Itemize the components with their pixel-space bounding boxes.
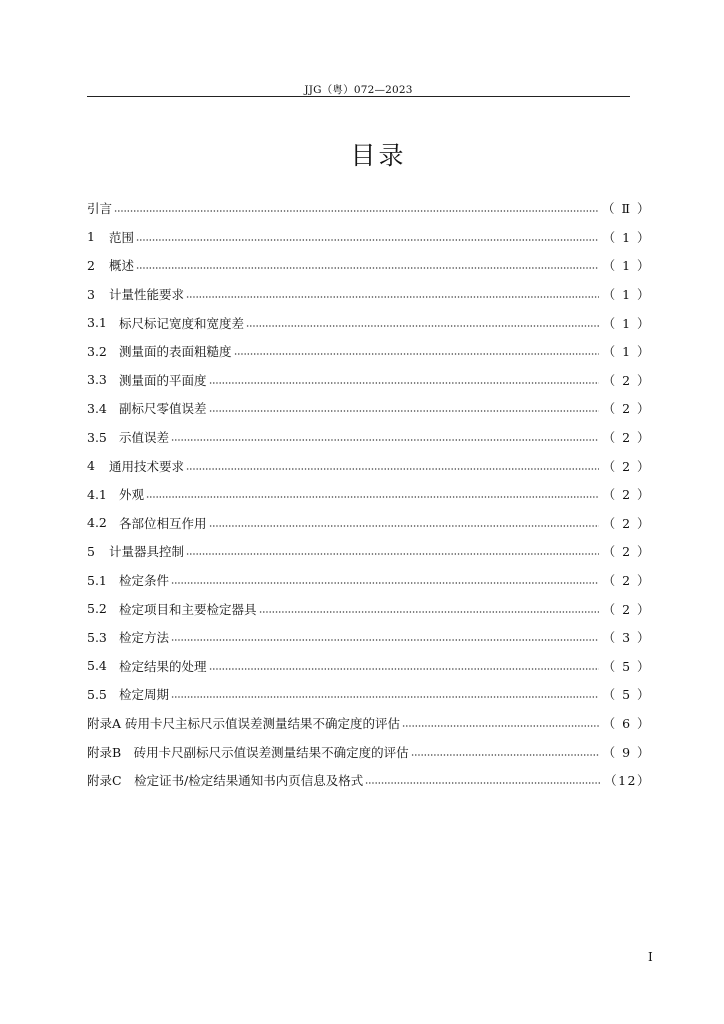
toc-entry-number: 3.1 [87, 315, 107, 331]
toc-dot-leader [171, 580, 599, 586]
toc-entry-label: 计量器具控制 [109, 544, 185, 560]
toc-entry[interactable] [87, 766, 651, 795]
toc-dot-leader [411, 752, 599, 758]
toc-entry-page: （ 1 ） [602, 229, 651, 245]
toc-entry-label: 引言 [87, 201, 113, 217]
toc-entry-number: 5.5 [87, 686, 107, 702]
toc-entry-number: 5.2 [87, 601, 107, 617]
toc-entry-page: （ 2 ） [602, 544, 651, 560]
toc-entry-number: 4.2 [87, 515, 107, 531]
toc-entry-number: 3.4 [87, 400, 107, 416]
toc-entry-page: （ 2 ） [602, 515, 651, 531]
toc-entry-page: （ Ⅱ ） [602, 201, 651, 217]
toc-dot-leader [259, 609, 599, 615]
toc-entry-page: （ 1 ） [602, 258, 651, 274]
toc-dot-leader [146, 494, 599, 500]
header-rule [87, 96, 630, 97]
toc-entry[interactable] [87, 709, 651, 738]
toc-entry-number: 5.3 [87, 629, 107, 645]
toc-entry-label: 副标尺零值误差 [119, 401, 207, 417]
toc-entry-page: （ 2 ） [602, 601, 651, 617]
toc-entry-label: 各部位相互作用 [119, 515, 207, 531]
toc-entry-label: 测量面的平面度 [119, 372, 207, 388]
toc-entry[interactable] [87, 194, 651, 223]
toc-entry-page: （ 1 ） [602, 287, 651, 303]
toc-entry[interactable] [87, 680, 651, 709]
toc-entry-label: 检定周期 [119, 687, 170, 703]
toc-entry-label: 附录C 检定证书/检定结果通知书内页信息及格式 [87, 773, 364, 789]
toc-entry-page: （12） [604, 773, 651, 789]
page-folio: I [648, 950, 653, 964]
running-header: JJG（粤）072—2023 [304, 84, 413, 96]
toc-dot-leader [136, 265, 599, 271]
toc-entry-label: 计量性能要求 [109, 287, 185, 303]
toc-entry-label: 外观 [119, 487, 145, 503]
toc-dot-leader [136, 237, 599, 243]
toc-dot-leader [209, 523, 599, 529]
toc-entry-label: 范围 [109, 229, 135, 245]
toc-entry[interactable] [87, 366, 651, 395]
toc-entry[interactable] [87, 337, 651, 366]
toc-entry[interactable] [87, 394, 651, 423]
toc-entry-number: 3 [87, 286, 95, 302]
toc-entry-number: 3.2 [87, 343, 107, 359]
toc-entry-label: 检定项目和主要检定器具 [119, 601, 257, 617]
toc-entry-label: 检定条件 [119, 573, 170, 589]
toc-entry-page: （ 3 ） [602, 630, 651, 646]
toc-dot-leader [114, 208, 598, 214]
toc-entry-label: 附录B 砖用卡尺副标尺示值误差测量结果不确定度的评估 [87, 744, 409, 760]
toc-dot-leader [209, 666, 599, 672]
toc-entry-page: （ 1 ） [602, 344, 651, 360]
toc-dot-leader [209, 408, 599, 414]
toc-entry[interactable] [87, 737, 651, 766]
toc-dot-leader [209, 380, 599, 386]
toc-entry-number: 4.1 [87, 486, 107, 502]
toc-entry[interactable] [87, 280, 651, 309]
toc-entry[interactable] [87, 566, 651, 595]
toc-entry-number: 3.5 [87, 429, 107, 445]
toc-entry-page: （ 2 ） [602, 372, 651, 388]
table-of-contents [87, 194, 651, 794]
toc-entry-page: （ 5 ） [602, 687, 651, 703]
toc-entry-page: （ 2 ） [602, 458, 651, 474]
toc-entry-label: 示值误差 [119, 430, 170, 446]
toc-entry-number: 5.4 [87, 658, 107, 674]
toc-entry-number: 4 [87, 458, 95, 474]
toc-entry[interactable] [87, 509, 651, 538]
toc-entry-page: （ 6 ） [602, 715, 651, 731]
toc-entry-label: 通用技术要求 [109, 458, 185, 474]
toc-entry-number: 5.1 [87, 572, 107, 588]
toc-entry-page: （ 9 ） [602, 744, 651, 760]
toc-entry-page: （ 1 ） [602, 315, 651, 331]
toc-entry-label: 检定结果的处理 [119, 658, 207, 674]
toc-entry-label: 附录A 砖用卡尺主标尺示值误差测量结果不确定度的评估 [87, 715, 401, 731]
toc-dot-leader [246, 323, 599, 329]
toc-dot-leader [234, 351, 599, 357]
toc-entry[interactable] [87, 251, 651, 280]
toc-entry[interactable] [87, 537, 651, 566]
toc-entry-number: 1 [87, 229, 95, 245]
toc-dot-leader [402, 723, 599, 729]
toc-entry-page: （ 2 ） [602, 487, 651, 503]
toc-entry-label: 概述 [109, 258, 135, 274]
toc-entry-page: （ 5 ） [602, 658, 651, 674]
toc-entry[interactable] [87, 652, 651, 681]
toc-dot-leader [186, 466, 599, 472]
toc-entry-number: 2 [87, 257, 95, 273]
toc-entry[interactable] [87, 623, 651, 652]
toc-dot-leader [186, 294, 599, 300]
toc-dot-leader [171, 694, 599, 700]
toc-entry-label: 检定方法 [119, 630, 170, 646]
toc-entry-page: （ 2 ） [602, 573, 651, 589]
toc-dot-leader [365, 780, 600, 786]
toc-dot-leader [186, 551, 599, 557]
page-title: 目录 [350, 141, 407, 170]
toc-entry-number: 3.3 [87, 372, 107, 388]
toc-entry-number: 5 [87, 543, 95, 559]
toc-entry[interactable] [87, 423, 651, 452]
toc-entry-page: （ 2 ） [602, 430, 651, 446]
toc-dot-leader [171, 637, 599, 643]
toc-entry[interactable] [87, 308, 651, 337]
toc-entry[interactable] [87, 223, 651, 252]
toc-dot-leader [171, 437, 599, 443]
toc-entry[interactable] [87, 480, 651, 509]
toc-entry[interactable] [87, 451, 651, 480]
toc-entry-page: （ 2 ） [602, 401, 651, 417]
toc-entry-label: 测量面的表面粗糙度 [119, 344, 232, 360]
toc-entry[interactable] [87, 594, 651, 623]
toc-entry-label: 标尺标记宽度和宽度差 [119, 315, 245, 331]
